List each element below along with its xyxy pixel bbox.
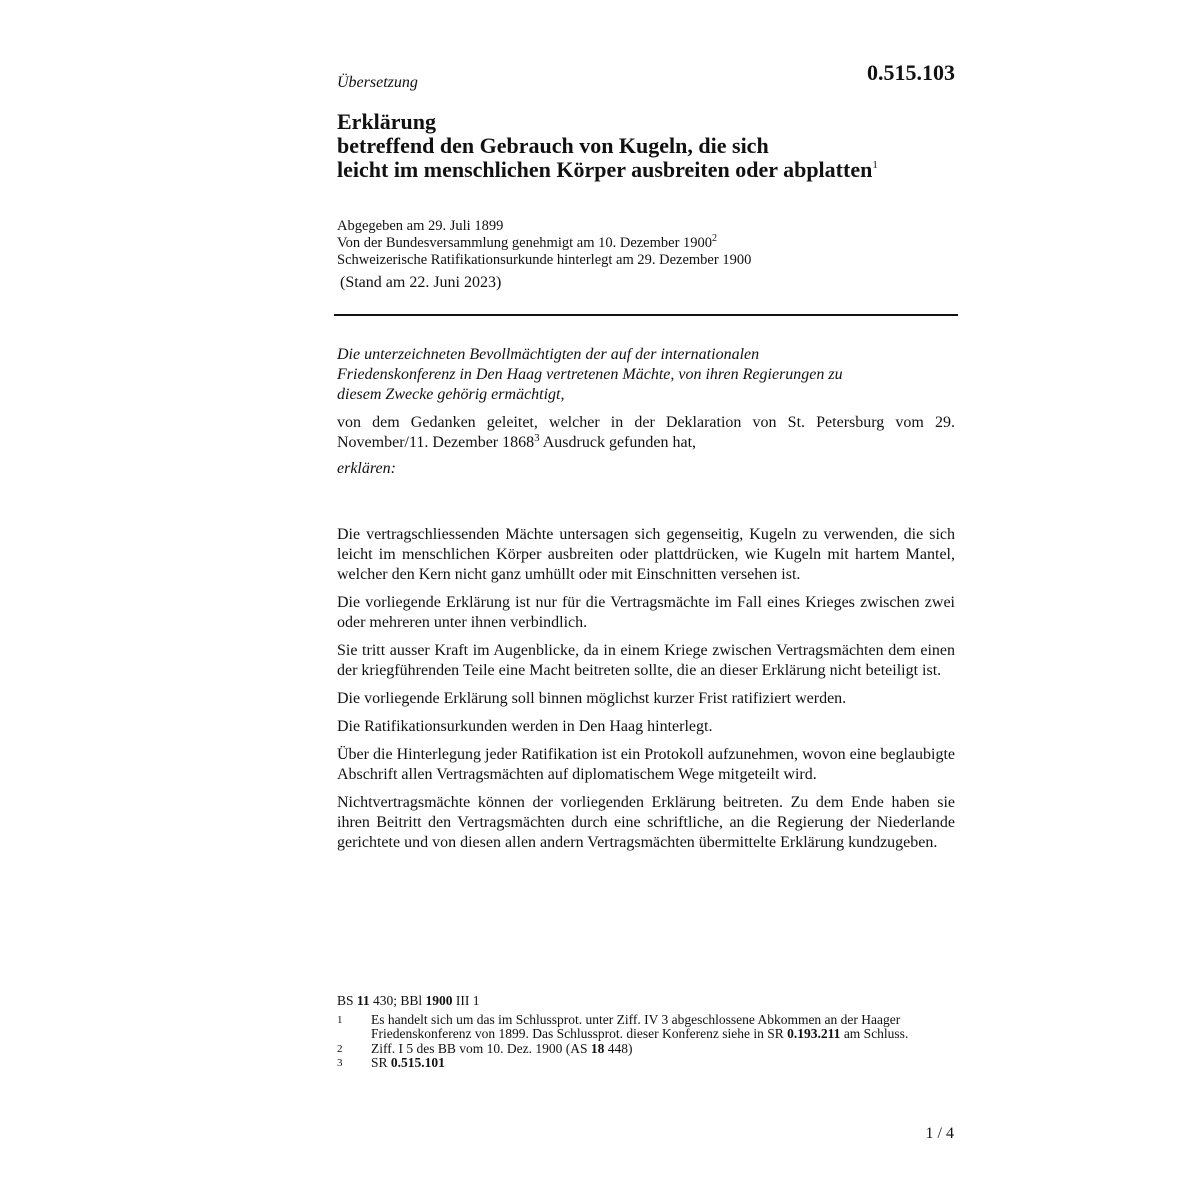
title-line-1: Erklärung — [337, 109, 437, 134]
article-paragraph: Die vertragschliessenden Mächte untersagen sich gegenseitig, Kugeln zu verwenden, die sich leicht im menschlichen Körper ausbreiten oder plattdrücken, wie Kugeln mit hartem Mantel, welcher den Kern nicht ganz umhüllt oder mit Einschnitten versehen ist. — [337, 526, 955, 583]
footnote-ref-3[interactable]: 3 — [534, 432, 540, 444]
article-paragraph: Die vorliegende Erklärung ist nur für die Vertragsmächte im Fall eines Krieges zwischen zwei oder mehreren unter ihnen verbindlich. — [337, 594, 955, 631]
article-paragraph: Die vorliegende Erklärung soll binnen möglichst kurzer Frist ratifiziert werden. — [337, 690, 847, 707]
meta-approved — [337, 235, 957, 252]
articles — [337, 525, 955, 861]
source-bold: 11 — [356, 993, 370, 1008]
footnote-text-part: am Schluss. — [840, 1026, 909, 1041]
guided-text-a: von dem Gedanken geleitet, welcher in der Deklaration von St. Petersburg vom 29. November/11. Dezember 1868 — [337, 414, 955, 451]
meta-issued: Abgegeben am 29. Juli 1899 — [337, 218, 504, 234]
status-date: (Stand am 22. Juni 2023) — [340, 274, 502, 291]
footnote-text — [371, 1056, 957, 1071]
source-text: III 1 — [452, 993, 480, 1008]
article-paragraph: Über die Hinterlegung jeder Ratifikation ist ein Protokoll aufzunehmen, wovon eine beglaubigte Abschrift allen Vertragsmächten auf diplomatischem Wege mitgeteilt wird. — [337, 746, 955, 783]
source-bold: 1900 — [425, 993, 453, 1008]
article-paragraph: Sie tritt ausser Kraft im Augenblicke, da in einem Kriege zwischen Vertragsmächten dem einen der kriegführenden Teile eine Macht beitreten sollte, die an dieser Erklärung nicht beteiligt ist. — [337, 642, 955, 679]
footnote-number: 3 — [337, 1057, 343, 1069]
preamble-guided — [337, 413, 955, 453]
header-divider — [334, 314, 958, 316]
footnote-text-part: Es handelt sich um das im Schlussprot. unter Ziff. IV 3 abgeschlossene Abkommen an der Haager Friedenskonferenz von 1899. Das Schlussprot. dieser Konferenz siehe in SR — [371, 1011, 901, 1041]
title-line-3 — [337, 158, 977, 182]
meta-ratification: Schweizerische Ratifikationsurkunde hinterlegt am 29. Dezember 1900 — [337, 252, 752, 268]
article-paragraph: Nichtvertragsmächte können der vorliegenden Erklärung beitreten. Zu dem Ende haben sie ihren Beitritt den Vertragsmächten durch eine schriftliche, an die Regierung der Niederlande gerichtete und von diesen allen andern Vertragsmächten übermittelte Erklärung kundzugeben. — [337, 794, 955, 851]
title-line-3-text: leicht im menschlichen Körper ausbreiten oder abplatten — [337, 157, 873, 182]
footnote-3 — [337, 1056, 957, 1071]
preamble-line-1: Die unterzeichneten Bevollmächtigten der auf der internationalen — [337, 346, 760, 363]
title-line-2: betreffend den Gebrauch von Kugeln, die sich — [337, 133, 769, 158]
translation-label: Übersetzung — [337, 74, 418, 91]
footnote-2 — [337, 1042, 957, 1057]
preamble — [337, 345, 937, 405]
footnotes — [337, 994, 957, 1071]
footnote-ref-1[interactable]: 1 — [872, 159, 878, 171]
footnote-link[interactable]: 0.515.101 — [390, 1055, 445, 1070]
document-number: 0.515.103 — [867, 60, 955, 85]
footnote-1 — [337, 1013, 957, 1042]
footnote-number: 1 — [337, 1013, 343, 1026]
footnote-text-part: Ziff. I 5 des BB vom 10. Dez. 1900 (AS — [371, 1040, 591, 1056]
footnote-bold: 18 — [590, 1040, 605, 1056]
declare-heading: erklären: — [337, 460, 396, 477]
footnote-number: 2 — [337, 1042, 343, 1055]
document-meta — [337, 218, 957, 269]
guided-text-b: Ausdruck gefunden hat, — [539, 434, 697, 451]
footnote-ref-2[interactable]: 2 — [712, 233, 718, 244]
page-number: 1 / 4 — [925, 1125, 954, 1142]
source-text: 430; BBl — [369, 993, 426, 1008]
document-title — [337, 110, 977, 182]
article-paragraph: Die Ratifikationsurkunden werden in Den Haag hinterlegt. — [337, 718, 713, 735]
footnote-text-part: SR — [371, 1055, 391, 1070]
source-reference — [337, 994, 957, 1009]
footnote-text — [371, 1042, 957, 1057]
preamble-line-2: Friedenskonferenz in Den Haag vertretenen Mächte, von ihren Regierungen zu — [337, 366, 843, 383]
footnote-text-part: 448) — [604, 1040, 633, 1056]
preamble-line-3: diesem Zwecke gehörig ermächtigt, — [337, 386, 565, 403]
footnote-link[interactable]: 0.193.211 — [787, 1026, 841, 1041]
meta-approved-text: Von der Bundesversammlung genehmigt am 10. Dezember 1900 — [337, 235, 713, 251]
footnote-text — [371, 1013, 957, 1042]
source-text: BS — [337, 993, 357, 1008]
